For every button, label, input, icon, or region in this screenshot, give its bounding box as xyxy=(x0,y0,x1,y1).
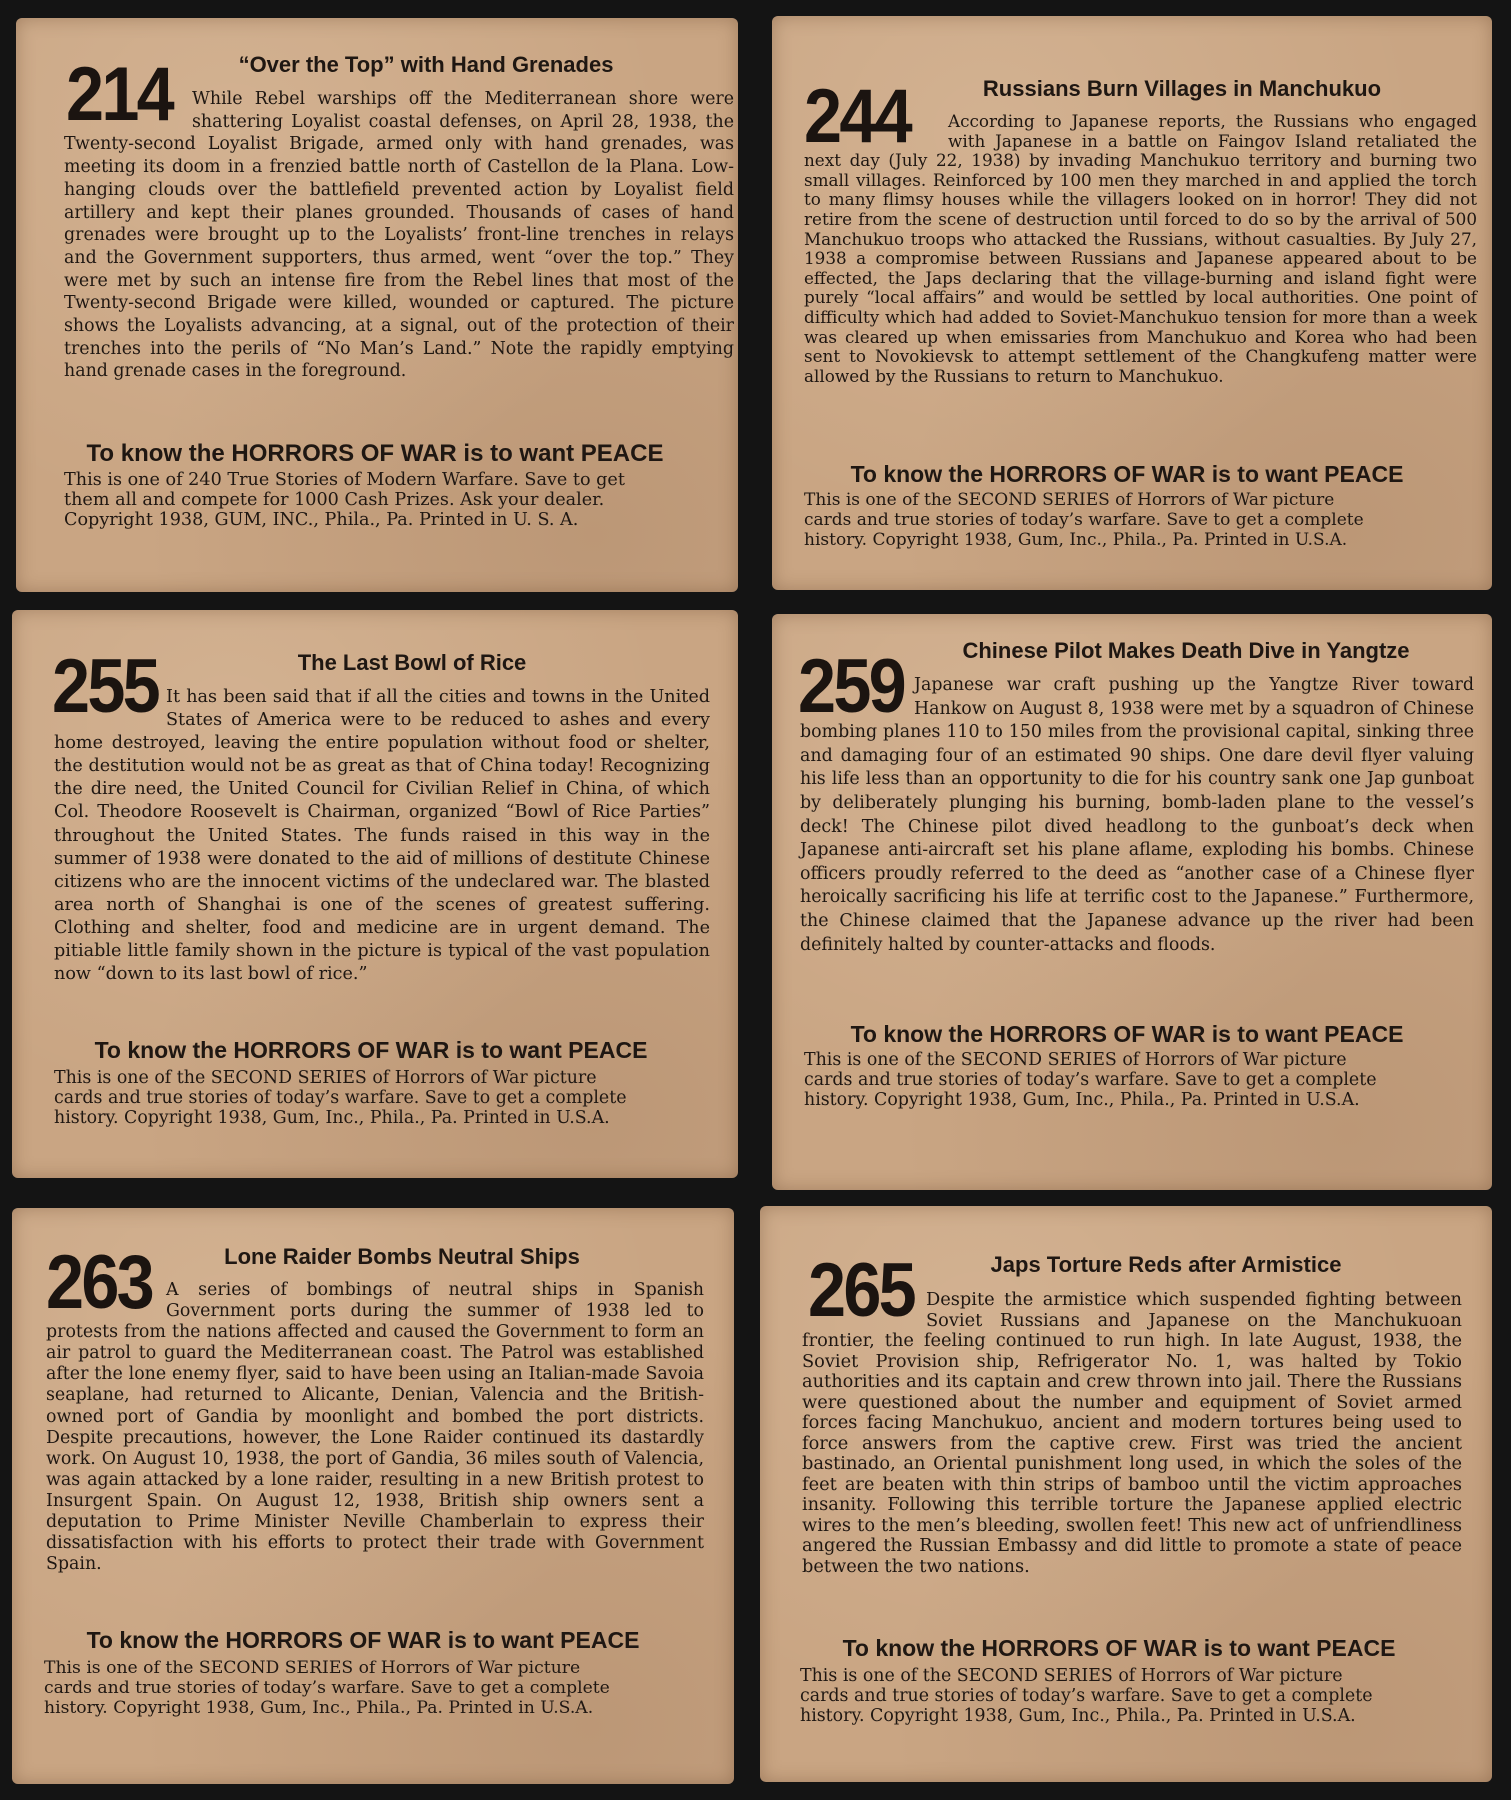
card-footer xyxy=(44,1658,714,1718)
card-story-text: While Rebel warships off the Mediterranean shore were shattering Loyalist coastal defenses, on April 28, 1938, the Twenty-second Loyalist Brigade, armed only with hand grenades, was meeting its doom in a frenzied battle north of Castellon de la Plana. Low-hanging clouds over the battlefield prevented action by Loyalist field artillery and kept their planes grounded. Thousands of cases of hand grenades were brought up to the Loyalists’ front-line trenches in relays and the Government supporters, thus armed, went “over the top.” They were met by such an intense fire from the Rebel lines that most of the Twenty-second Brigade were killed, wounded or captured. The picture shows the Loyalists advancing, at a signal, out of the protection of their trenches into the perils of “No Man’s Land.” Note the rapidly emptying hand grenade cases in the foreground. xyxy=(64,89,734,382)
number-space xyxy=(804,112,948,150)
footer-line: This is one of 240 True Stories of Modern Warfare. Save to get xyxy=(64,470,625,490)
card-255 xyxy=(12,610,738,1178)
card-244 xyxy=(772,16,1492,590)
card-story xyxy=(802,1290,1462,1577)
number-space xyxy=(54,686,166,730)
card-number: 255 xyxy=(52,644,159,729)
footer-line: cards and true stories of today’s warfare. Save to get a complete xyxy=(804,510,1364,530)
card-259 xyxy=(772,614,1492,1190)
card-story xyxy=(800,674,1474,957)
footer-line: This is one of the SECOND SERIES of Horrors of War picture xyxy=(804,490,1335,510)
footer-line: history. Copyright 1938, Gum, Inc., Phila., Pa. Printed in U.S.A. xyxy=(804,1090,1360,1110)
card-title: Chinese Pilot Makes Death Dive in Yangtze xyxy=(962,638,1410,663)
card-title: The Last Bowl of Rice xyxy=(297,650,527,675)
number-space xyxy=(64,88,192,132)
card-slogan: To know the HORRORS OF WAR is to want PEACE xyxy=(842,1635,1396,1661)
card-story-text: Japanese war craft pushing up the Yangtze River toward Hankow on August 8, 1938 were met by a squadron of Chinese bombing planes 110 to 150 miles from the provisional capital, sinking three and damaging four of an estimated 90 ships. One dare devil flyer valuing his life less than an opportunity to die for his country sank one Jap gunboat by deliberately plunging his burning, bomb-laden plane to the vessel’s deck! The Chinese pilot dived headlong to the gunboat’s deck when Japanese anti-aircraft set his plane aflame, exploding his bombs. Chinese officers proudly referred to the deed as “another case of a Chinese flyer heroically sacrificing his life at terrific cost to the Japanese.” Furthermore, the Chinese claimed that the Japanese advance up the river had been definitely halted by counter-attacks and floods. xyxy=(800,675,1474,955)
card-story xyxy=(804,112,1477,386)
footer-line: This is one of the SECOND SERIES of Horrors of War picture xyxy=(54,1068,597,1088)
footer-line: history. Copyright 1938, Gum, Inc., Phila., Pa. Printed in U.S.A. xyxy=(804,530,1348,550)
number-space xyxy=(802,1290,926,1330)
footer-line: history. Copyright 1938, Gum, Inc., Phila., Pa. Printed in U.S.A. xyxy=(54,1108,610,1128)
card-footer xyxy=(800,1666,1470,1726)
footer-line: Copyright 1938, GUM, INC., Phila., Pa. Printed in U. S. A. xyxy=(64,510,579,530)
footer-line: history. Copyright 1938, Gum, Inc., Phila., Pa. Printed in U.S.A. xyxy=(800,1706,1356,1726)
card-number: 244 xyxy=(804,74,911,159)
card-number: 263 xyxy=(46,1240,153,1325)
card-story xyxy=(64,88,734,383)
footer-line: them all and compete for 1000 Cash Prizes. Ask your dealer. xyxy=(64,490,605,510)
card-story-text: A series of bombings of neutral ships in Spanish Government ports during the summer of 1938 led to protests from the nations affected and caused the Government to form an air patrol to guard the Mediterranean coast. The Patrol was established after the lone enemy flyer, said to have been using an Italian-made Savoia seaplane, had returned to Alicante, Denian, Valencia and the British-owned port of Gandia by moonlight and bombed the port districts. Despite precautions, however, the Lone Raider continued its dastardly work. On August 10, 1938, the port of Gandia, 36 miles south of Valencia, was again attacked by a lone raider, resulting in a new British protest to Insurgent Spain. On August 12, 1938, British ship owners sent a deputation to Prime Minister Neville Chamberlain to express their dissatisfaction with his efforts to protect their trade with Government Spain. xyxy=(46,1280,704,1575)
card-number: 214 xyxy=(66,52,173,137)
footer-line: history. Copyright 1938, Gum, Inc., Phila., Pa. Printed in U.S.A. xyxy=(44,1698,594,1718)
card-number: 259 xyxy=(798,644,905,729)
card-263 xyxy=(12,1208,734,1784)
footer-line: This is one of the SECOND SERIES of Horrors of War picture xyxy=(800,1666,1343,1686)
card-story-text: According to Japanese reports, the Russians who engaged with Japanese in a battle on Faingov Island retaliated the next day (July 22, 1938) by invading Manchukuo territory and burning two small villages. Reinforced by 100 men they marched in and applied the torch to many flimsy houses while the villagers looked on in horror! They did not retire from the scene of destruction until forced to do so by the arrival of 500 Manchukuo troops who attacked the Russians, without casualties. By July 27, 1938 a compromise between Russians and Japanese appeared about to be effected, the Japs declaring that the village-burning and island fight were purely “local affairs” and would be settled by local authorities. One point of difficulty which had added to Soviet-Manchukuo tension for more than a week was cleared up when emissaries from Manchukuo and Korea who had been sent to Novokievsk to attempt settlement of the Changkufeng matter were allowed by the Russians to return to Manchukuo. xyxy=(804,111,1477,386)
card-slogan: To know the HORRORS OF WAR is to want PEACE xyxy=(86,1627,640,1653)
card-story xyxy=(54,686,710,986)
card-title: Japs Torture Reds after Armistice xyxy=(990,1252,1342,1277)
footer-line: cards and true stories of today’s warfare. Save to get a complete xyxy=(54,1088,627,1108)
card-title: Lone Raider Bombs Neutral Ships xyxy=(224,1244,580,1269)
card-number: 265 xyxy=(808,1248,915,1333)
number-space xyxy=(46,1280,166,1320)
number-space xyxy=(800,674,914,720)
card-footer xyxy=(64,470,734,530)
card-story xyxy=(46,1280,704,1575)
card-265 xyxy=(760,1206,1492,1782)
card-slogan: To know the HORRORS OF WAR is to want PEACE xyxy=(850,461,1404,487)
card-story-text: It has been said that if all the cities and towns in the United States of America were to be reduced to ashes and every home destroyed, leaving the entire population without food or shelter, the destitution would not be as great as that of China today! Recognizing the dire need, the United Council for Civilian Relief in China, of which Col. Theodore Roosevelt is Chairman, organized “Bowl of Rice Parties” throughout the United States. The funds raised in this way in the summer of 1938 were donated to the aid of millions of destitute Chinese citizens who are the innocent victims of the undeclared war. The blasted area north of Shanghai is one of the scenes of greatest suffering. Clothing and shelter, food and medicine are in urgent demand. The pitiable little family shown in the picture is typical of the vast population now “down to its last bowl of rice.” xyxy=(54,687,710,985)
footer-line: cards and true stories of today’s warfare. Save to get a complete xyxy=(800,1686,1373,1706)
card-slogan: To know the HORRORS OF WAR is to want PEACE xyxy=(94,1037,648,1063)
card-story-text: Despite the armistice which suspended fighting between Soviet Russians and Japanese on the Manchukuoan frontier, the feeling continued to run high. In late August, 1938, the Soviet Provision ship, Refrigerator No. 1, was halted by Tokio authorities and its captain and crew thrown into jail. There the Russians were questioned about the number and equipment of Soviet armed forces facing Manchukuo, ancient and modern tortures being used to force answers from the captive crew. First was tried the ancient bastinado, an Oriental punishment long used, in which the soles of the feet are beaten with thin strips of bamboo until the victim approaches insanity. Following this terrible torture the Japanese applied electric wires to the men’s bleeding, swollen feet! This new act of unfriendliness angered the Russian Embassy and did little to promote a state of peace between the two nations. xyxy=(802,1289,1462,1577)
card-footer xyxy=(54,1068,724,1128)
card-slogan: To know the HORRORS OF WAR is to want PEACE xyxy=(850,1021,1404,1047)
card-footer xyxy=(804,490,1474,550)
card-footer xyxy=(804,1050,1474,1110)
card-title: “Over the Top” with Hand Grenades xyxy=(238,52,614,77)
card-214 xyxy=(16,18,738,592)
card-title: Russians Burn Villages in Manchukuo xyxy=(982,76,1382,101)
footer-line: This is one of the SECOND SERIES of Horrors of War picture xyxy=(44,1658,581,1678)
footer-line: cards and true stories of today’s warfare. Save to get a complete xyxy=(44,1678,610,1698)
footer-line: cards and true stories of today’s warfare. Save to get a complete xyxy=(804,1070,1377,1090)
footer-line: This is one of the SECOND SERIES of Horrors of War picture xyxy=(804,1050,1347,1070)
card-slogan: To know the HORRORS OF WAR is to want PEACE xyxy=(86,440,664,467)
